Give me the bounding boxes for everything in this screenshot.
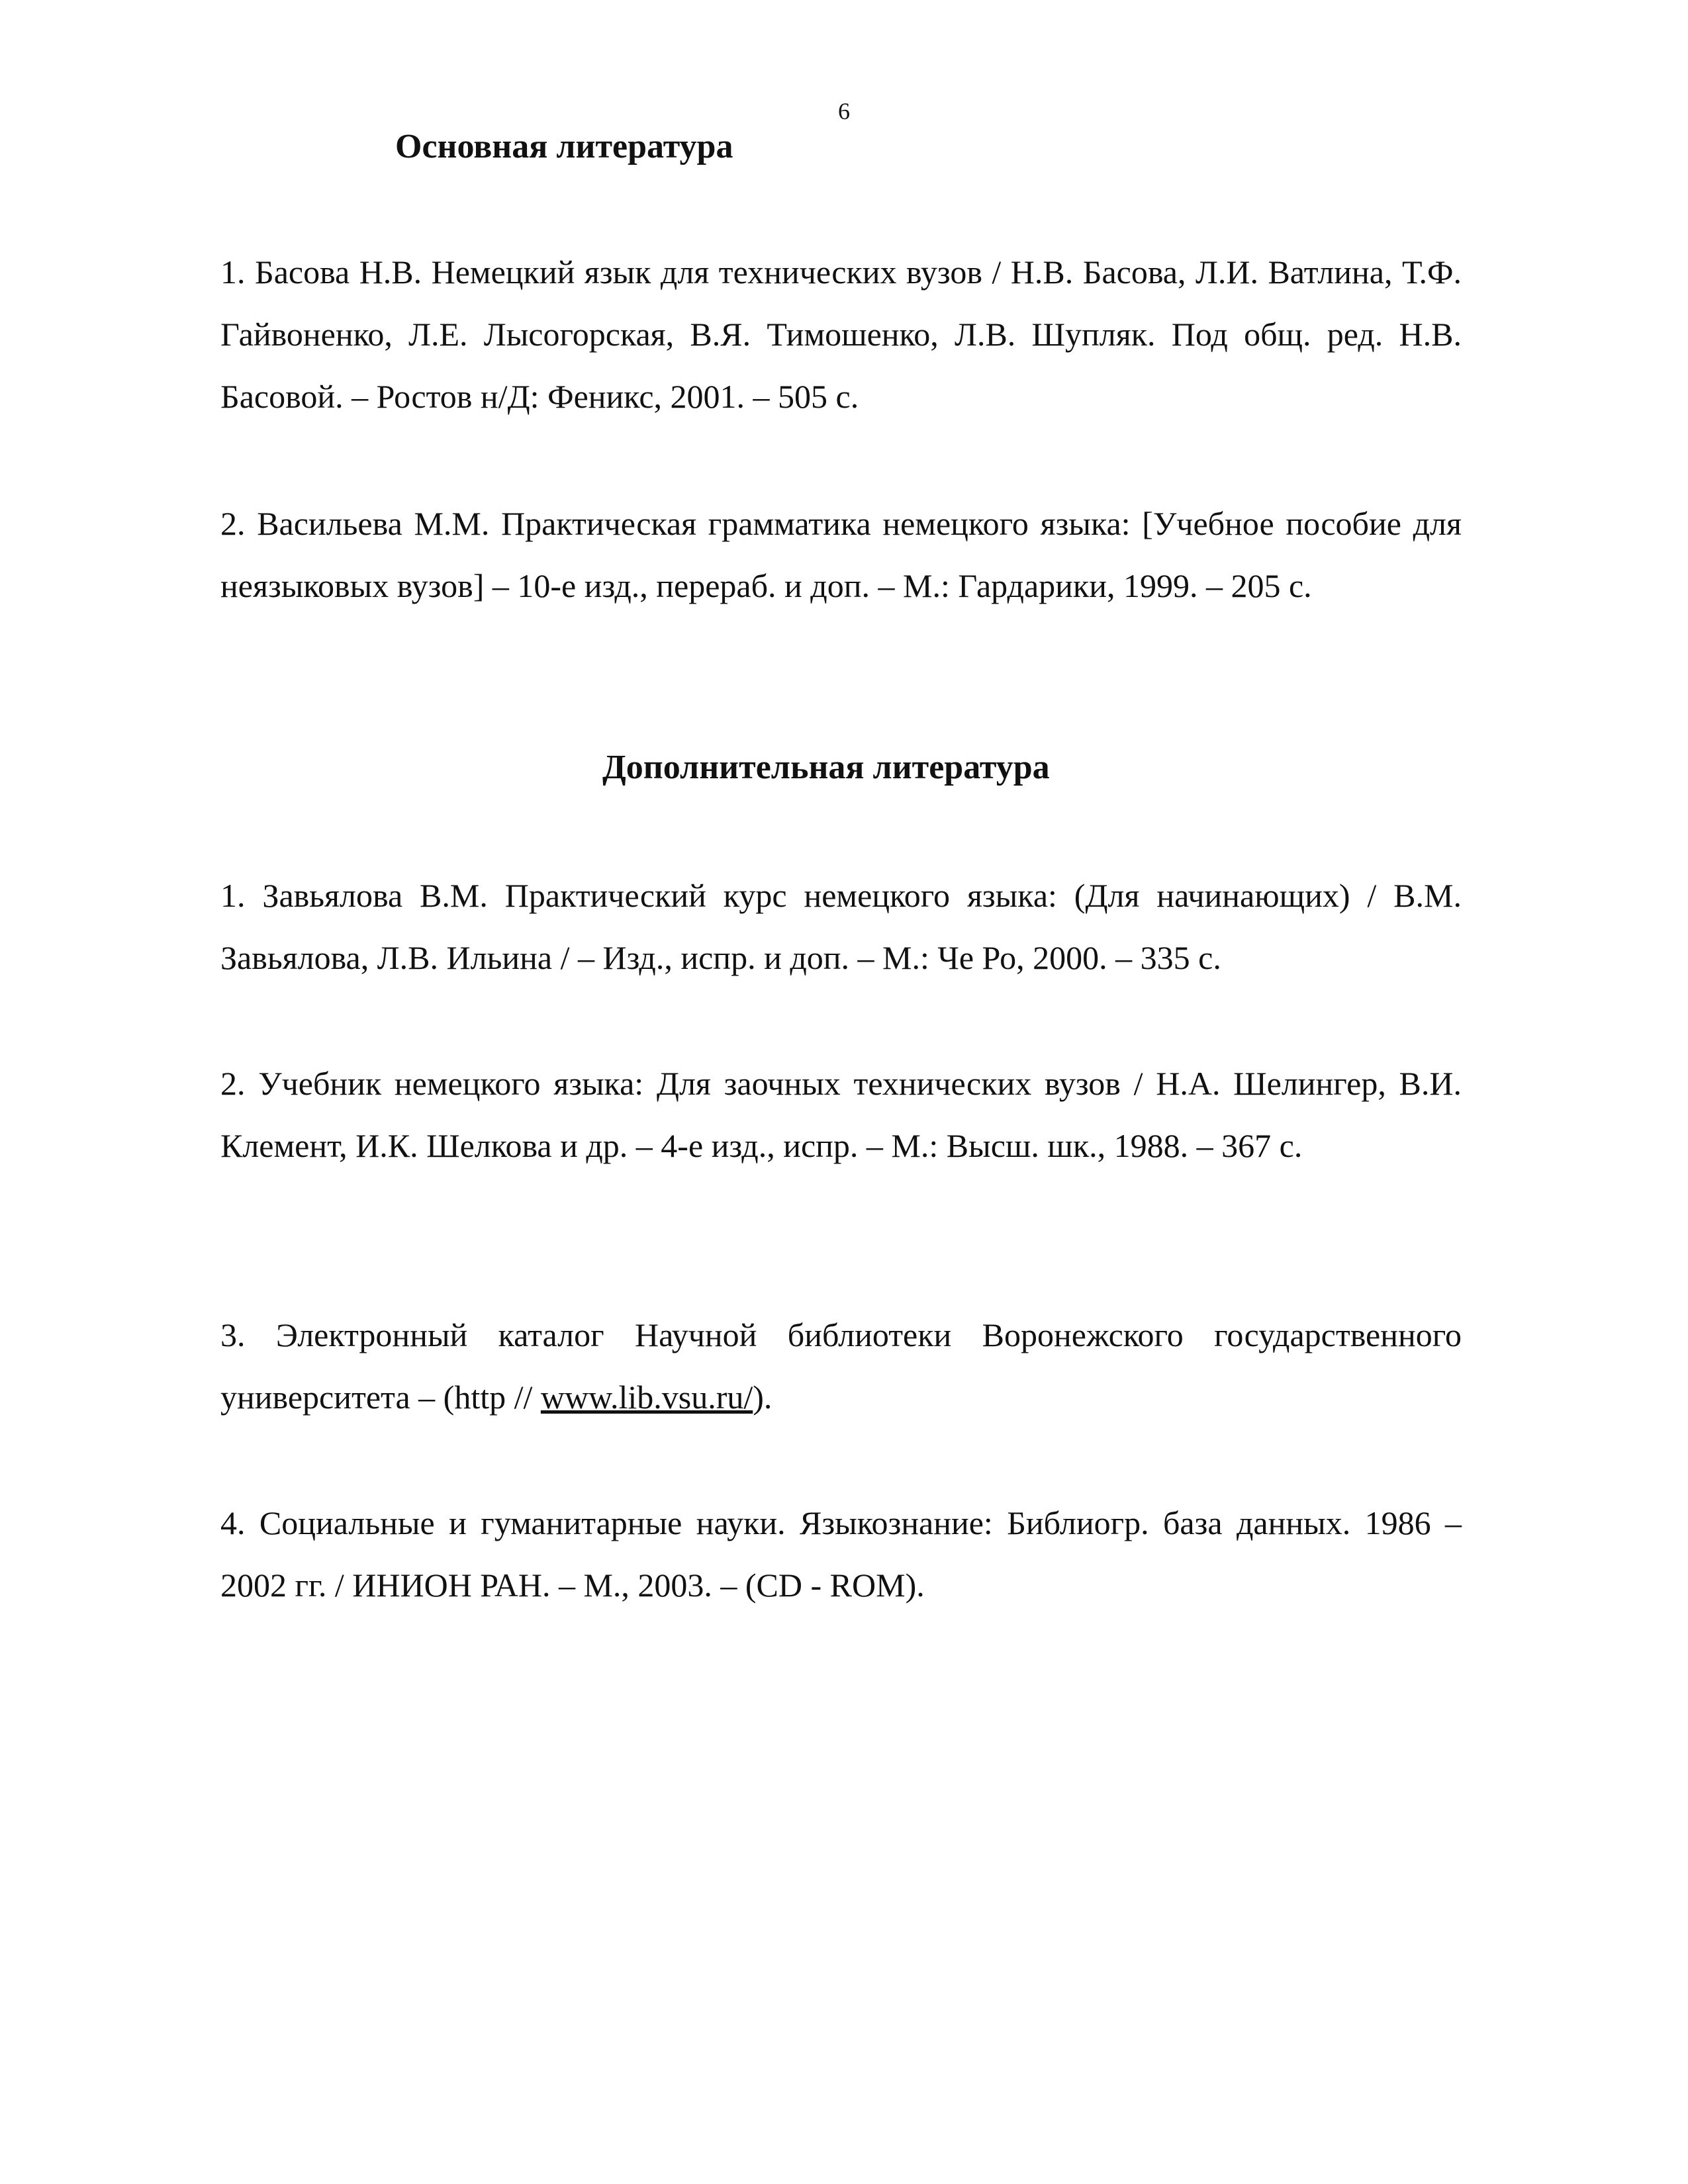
main-literature-heading: Основная литература: [395, 128, 733, 165]
main-literature-entry-1: 1. Басова Н.В. Немецкий язык для технических вузов / Н.В. Басова, Л.И. Ватлина, Т.Ф. Гайвоненко, Л.Е. Лысогорская, В.Я. Тимошенко, Л.В. Шупляк. Под общ. ред. Н.В. Басовой. – Ростов н/Д: Феникс, 2001. – 505 с.: [220, 253, 1462, 415]
additional-literature-entry-2: 2. Учебник немецкого языка: Для заочных технических вузов / Н.А. Шелингер, В.И. Клемент, И.К. Шелкова и др. – 4-е изд., испр. – М.: Высш. шк., 1988. – 367 с.: [220, 1065, 1462, 1164]
entry-3-text-after-link: ).: [753, 1379, 773, 1416]
additional-literature-entry-3: [220, 1304, 1462, 1428]
additional-literature-heading: Дополнительная литература: [602, 749, 1050, 786]
page-number: 6: [838, 98, 850, 124]
additional-literature-entry-1: 1. Завьялова В.М. Практический курс немецкого языка: (Для начинающих) / В.М. Завьялова, Л.В. Ильина / – Изд., испр. и доп. – М.: Че Ро, 2000. – 335 с.: [220, 877, 1462, 976]
main-literature-entry-2: 2. Васильева М.М. Практическая грамматика немецкого языка: [Учебное пособие для неязыковых вузов] – 10-е изд., перераб. и доп. – М.: Гардарики, 1999. – 205 с.: [220, 505, 1462, 604]
library-catalog-link[interactable]: www.lib.vsu.ru/: [540, 1379, 753, 1416]
entry-3-text-before-link: 3. Электронный каталог Научной библиотеки Воронежского государственного университета – (http //: [220, 1316, 1462, 1416]
additional-literature-entry-4: 4. Социальные и гуманитарные науки. Языкознание: Библиогр. база данных. 1986 – 2002 гг. / ИНИОН РАН. – М., 2003. – (CD - ROM).: [220, 1504, 1462, 1604]
